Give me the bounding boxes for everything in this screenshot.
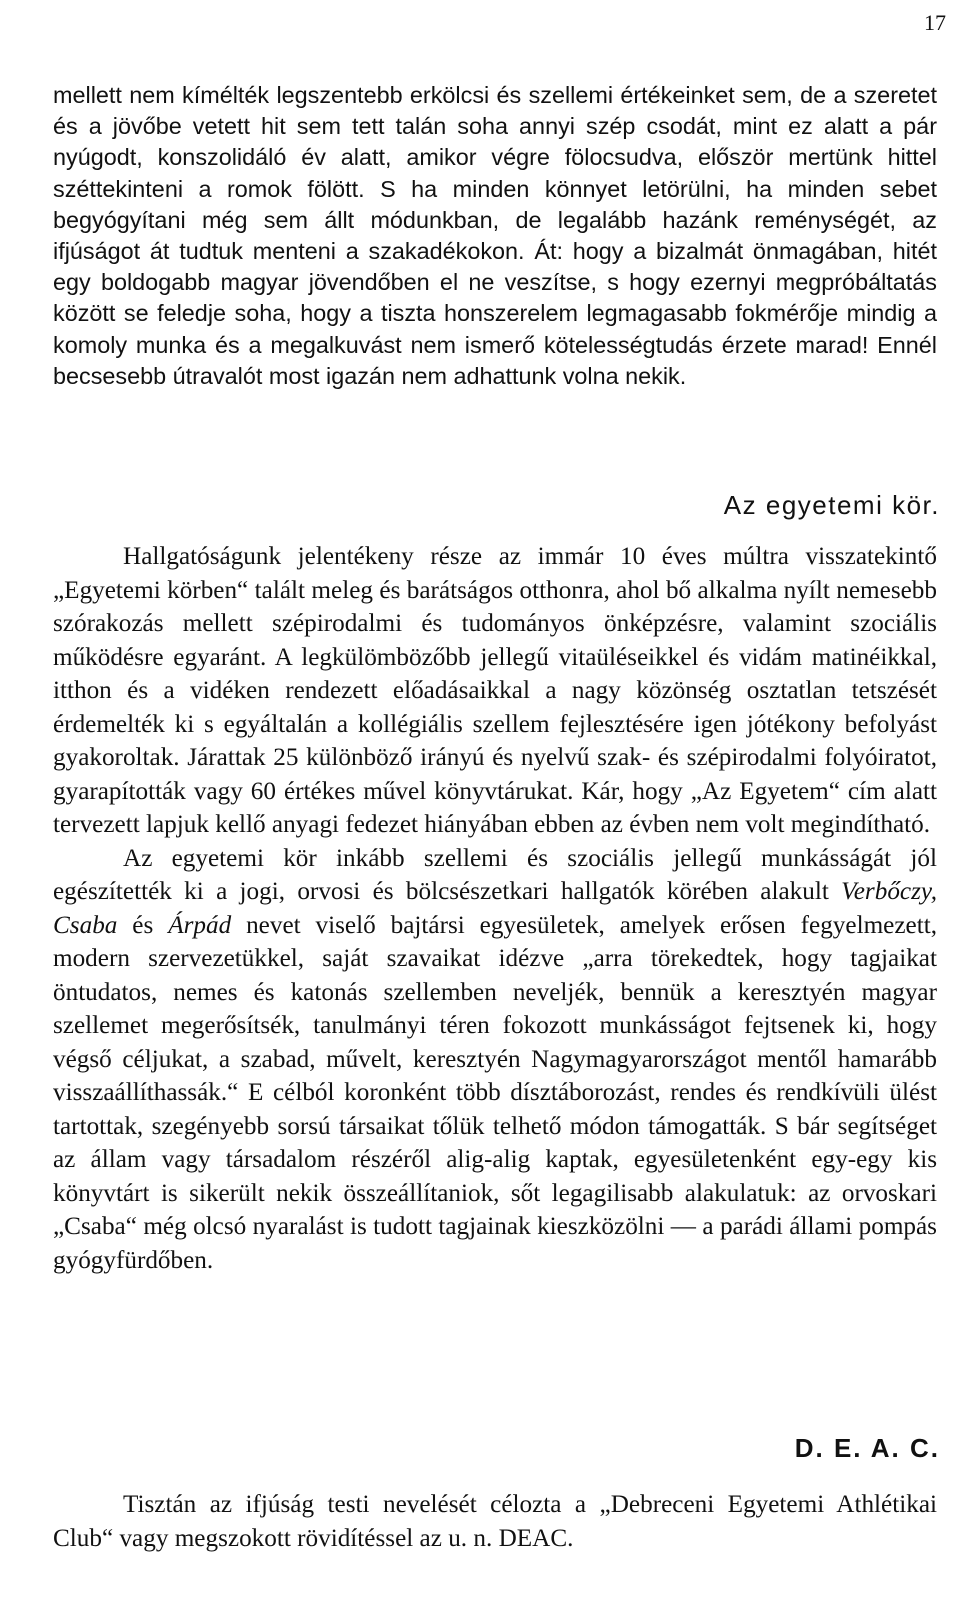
paragraph-text: Az egyetemi kör inkább szellemi és szociális jellegű munkásságát jól egészítették ki a jogi, orvosi és bölcsészetkari hallgatók körében alakult bbox=[53, 844, 937, 905]
intro-section bbox=[53, 80, 937, 392]
egyetemi-kor-section bbox=[53, 540, 937, 1277]
italic-name-arpad: Árpád bbox=[168, 911, 232, 939]
egyetemi-kor-paragraph-1: Hallgatóságunk jelentékeny része az immár 10 éves múltra visszatekintő „Egyetemi körben“ talált meleg és barátságos otthonra, ahol bő alkalma nyílt nemesebb szórakozás mellett szépirodalmi és tudományos önképzésre, valamint szociális működésre egyaránt. A legkülömbözőbb jellegű vitaüléseikkel és vidám matinéikkal, itthon és a vidéken rendezett előadásaikkal a nagy közönség osztatlan tetszését érdemelték ki s egyáltalán a kollégiális szellem fejlesztésére igen jótékony befolyást gyakoroltak. Járattak 25 különböző irányú és nyelvű szak- és szépirodalmi folyóiratot, gyarapították vagy 60 értékes művel könyvtárukat. Kár, hogy „Az Egyetem“ cím alatt tervezett lapjuk kellő anyagi fedezet hiányában ebben az évben nem volt megindítható. bbox=[53, 543, 937, 838]
deac-section bbox=[53, 1488, 937, 1555]
heading-deac: D. E. A. C. bbox=[794, 1433, 940, 1463]
heading-egyetemi-kor: Az egyetemi kör. bbox=[723, 490, 940, 520]
paragraph-text: és bbox=[117, 911, 169, 939]
italic-name-verboczy-csaba: Verbőczy, Csaba bbox=[53, 878, 937, 939]
intro-paragraph: mellett nem kímélték legszentebb erkölcsi és szellemi értékeinket sem, de a szeretet és a jövőbe vetett hit sem tett talán soha annyi szép csodát, mint ez alatt a pár nyúgodt, konszolidáló év alatt, amikor végre fölocsudva, először mertünk hittel széttekinteni a romok fölött. S ha minden könnyet letörülni, ha minden sebet begyógyítani még sem állt módunkban, de legalább hazánk reménységét, az ifjúságot át tudtuk menteni a szakadékokon. Át: hogy a bizalmát önmagában, hitét egy boldogabb magyar jövendőben el ne veszítse, s hogy ezernyi megpróbáltatás között se feledje soha, hogy a tiszta honszerelem legmagasabb fokmérője mindig a komoly munka és a megalkuvást nem ismerő kötelességtudás érzete marad! Ennél becsesebb útravalót most igazán nem adhattunk volna nekik. bbox=[53, 82, 937, 389]
deac-paragraph: Tisztán az ifjúság testi nevelését célozta a „Debreceni Egyetemi Athlétikai Club“ vagy megszokott rövidítéssel az u. n. DEAC. bbox=[53, 1491, 937, 1552]
paragraph-text: nevet viselő bajtársi egyesületek, amelyek erősen fegyelmezett, modern szervezetükkel, saját szavaikat idézve „arra törekedtek, hogy tagjaikat öntudatos, nemes és katonás szellemben neveljék, bennük a keresztyén magyar szellemet megerősítsék, tanulmányi téren fokozott munkásságot fejtsenek ki, hogy végső céljukat, a szabad, művelt, keresztyén Nagymagyarországot mentől hamarább visszaállíthassák.“ E célból koronként több dísztáborozást, rendes és rendkívüli ülést tartottak, szegényebb sorsú társaikat tőlük telhető módon támogatták. S bár segítséget az állam vagy társadalom részéről alig-alig kaptak, egyesületenként egy-egy kis könyvtárt is sikerült nekik összeállítaniok, sőt legagilisabb alakulatuk: az orvoskari „Csaba“ még olcsó nyaralást is tudott tagjainak kieszközölni — a parádi állami pompás gyógyfürdőben. bbox=[53, 911, 937, 1274]
page-number: 17 bbox=[924, 10, 946, 35]
egyetemi-kor-paragraph-2 bbox=[53, 842, 937, 1278]
